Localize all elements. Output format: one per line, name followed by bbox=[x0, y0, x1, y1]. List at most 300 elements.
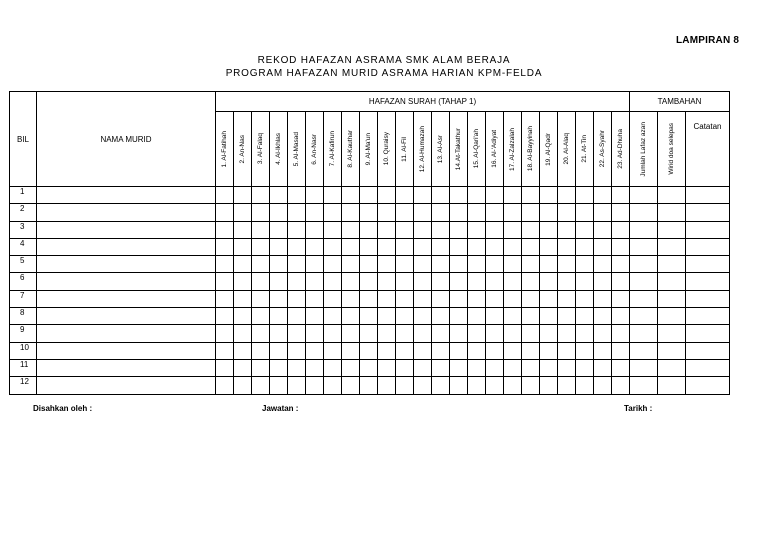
entry-cell[interactable] bbox=[360, 204, 378, 221]
entry-cell[interactable] bbox=[360, 273, 378, 290]
entry-cell[interactable] bbox=[342, 342, 360, 359]
entry-cell[interactable] bbox=[324, 342, 342, 359]
entry-cell[interactable] bbox=[432, 256, 450, 273]
entry-cell[interactable] bbox=[504, 290, 522, 307]
entry-cell[interactable] bbox=[504, 256, 522, 273]
entry-cell[interactable] bbox=[522, 204, 540, 221]
entry-cell[interactable] bbox=[270, 187, 288, 204]
student-name-cell[interactable] bbox=[37, 221, 216, 238]
entry-cell[interactable] bbox=[306, 187, 324, 204]
entry-cell[interactable] bbox=[342, 377, 360, 394]
entry-cell[interactable] bbox=[558, 342, 576, 359]
entry-cell[interactable] bbox=[306, 290, 324, 307]
entry-cell[interactable] bbox=[432, 325, 450, 342]
entry-cell[interactable] bbox=[396, 290, 414, 307]
entry-cell[interactable] bbox=[360, 342, 378, 359]
entry-cell[interactable] bbox=[288, 273, 306, 290]
entry-cell[interactable] bbox=[594, 325, 612, 342]
entry-cell[interactable] bbox=[306, 221, 324, 238]
entry-cell[interactable] bbox=[288, 256, 306, 273]
entry-cell[interactable] bbox=[594, 342, 612, 359]
entry-cell[interactable] bbox=[630, 359, 658, 376]
entry-cell[interactable] bbox=[450, 187, 468, 204]
student-name-cell[interactable] bbox=[37, 187, 216, 204]
entry-cell[interactable] bbox=[396, 377, 414, 394]
entry-cell[interactable] bbox=[468, 359, 486, 376]
entry-cell[interactable] bbox=[540, 325, 558, 342]
entry-cell[interactable] bbox=[216, 290, 234, 307]
entry-cell[interactable] bbox=[396, 238, 414, 255]
entry-cell[interactable] bbox=[468, 256, 486, 273]
entry-cell[interactable] bbox=[468, 273, 486, 290]
entry-cell[interactable] bbox=[360, 308, 378, 325]
entry-cell[interactable] bbox=[522, 238, 540, 255]
entry-cell[interactable] bbox=[630, 256, 658, 273]
entry-cell[interactable] bbox=[558, 359, 576, 376]
entry-cell[interactable] bbox=[450, 359, 468, 376]
entry-cell[interactable] bbox=[468, 187, 486, 204]
entry-cell[interactable] bbox=[686, 342, 730, 359]
entry-cell[interactable] bbox=[686, 238, 730, 255]
entry-cell[interactable] bbox=[594, 204, 612, 221]
entry-cell[interactable] bbox=[288, 290, 306, 307]
entry-cell[interactable] bbox=[576, 359, 594, 376]
entry-cell[interactable] bbox=[540, 377, 558, 394]
entry-cell[interactable] bbox=[360, 359, 378, 376]
entry-cell[interactable] bbox=[234, 377, 252, 394]
entry-cell[interactable] bbox=[576, 308, 594, 325]
entry-cell[interactable] bbox=[288, 308, 306, 325]
entry-cell[interactable] bbox=[216, 308, 234, 325]
entry-cell[interactable] bbox=[522, 342, 540, 359]
entry-cell[interactable] bbox=[522, 377, 540, 394]
entry-cell[interactable] bbox=[252, 238, 270, 255]
student-name-cell[interactable] bbox=[37, 342, 216, 359]
entry-cell[interactable] bbox=[270, 256, 288, 273]
entry-cell[interactable] bbox=[450, 238, 468, 255]
entry-cell[interactable] bbox=[378, 256, 396, 273]
entry-cell[interactable] bbox=[288, 187, 306, 204]
entry-cell[interactable] bbox=[612, 256, 630, 273]
entry-cell[interactable] bbox=[378, 221, 396, 238]
student-name-cell[interactable] bbox=[37, 273, 216, 290]
entry-cell[interactable] bbox=[342, 204, 360, 221]
entry-cell[interactable] bbox=[432, 273, 450, 290]
entry-cell[interactable] bbox=[540, 359, 558, 376]
entry-cell[interactable] bbox=[558, 377, 576, 394]
entry-cell[interactable] bbox=[216, 256, 234, 273]
entry-cell[interactable] bbox=[396, 204, 414, 221]
entry-cell[interactable] bbox=[432, 204, 450, 221]
entry-cell[interactable] bbox=[486, 273, 504, 290]
entry-cell[interactable] bbox=[468, 221, 486, 238]
entry-cell[interactable] bbox=[686, 325, 730, 342]
entry-cell[interactable] bbox=[306, 273, 324, 290]
entry-cell[interactable] bbox=[658, 377, 686, 394]
entry-cell[interactable] bbox=[504, 308, 522, 325]
entry-cell[interactable] bbox=[468, 204, 486, 221]
entry-cell[interactable] bbox=[558, 238, 576, 255]
entry-cell[interactable] bbox=[468, 377, 486, 394]
entry-cell[interactable] bbox=[612, 221, 630, 238]
student-name-cell[interactable] bbox=[37, 238, 216, 255]
entry-cell[interactable] bbox=[306, 359, 324, 376]
entry-cell[interactable] bbox=[612, 342, 630, 359]
entry-cell[interactable] bbox=[270, 377, 288, 394]
entry-cell[interactable] bbox=[234, 342, 252, 359]
entry-cell[interactable] bbox=[612, 273, 630, 290]
entry-cell[interactable] bbox=[234, 187, 252, 204]
entry-cell[interactable] bbox=[396, 308, 414, 325]
entry-cell[interactable] bbox=[234, 325, 252, 342]
entry-cell[interactable] bbox=[378, 325, 396, 342]
entry-cell[interactable] bbox=[658, 273, 686, 290]
entry-cell[interactable] bbox=[414, 187, 432, 204]
entry-cell[interactable] bbox=[450, 273, 468, 290]
entry-cell[interactable] bbox=[414, 256, 432, 273]
entry-cell[interactable] bbox=[540, 204, 558, 221]
entry-cell[interactable] bbox=[576, 290, 594, 307]
entry-cell[interactable] bbox=[270, 204, 288, 221]
entry-cell[interactable] bbox=[468, 342, 486, 359]
entry-cell[interactable] bbox=[342, 359, 360, 376]
entry-cell[interactable] bbox=[594, 359, 612, 376]
entry-cell[interactable] bbox=[324, 377, 342, 394]
entry-cell[interactable] bbox=[450, 377, 468, 394]
entry-cell[interactable] bbox=[630, 273, 658, 290]
entry-cell[interactable] bbox=[324, 325, 342, 342]
entry-cell[interactable] bbox=[270, 359, 288, 376]
entry-cell[interactable] bbox=[396, 256, 414, 273]
entry-cell[interactable] bbox=[234, 308, 252, 325]
entry-cell[interactable] bbox=[612, 187, 630, 204]
entry-cell[interactable] bbox=[396, 342, 414, 359]
entry-cell[interactable] bbox=[306, 204, 324, 221]
entry-cell[interactable] bbox=[486, 308, 504, 325]
entry-cell[interactable] bbox=[432, 221, 450, 238]
entry-cell[interactable] bbox=[414, 359, 432, 376]
entry-cell[interactable] bbox=[234, 204, 252, 221]
entry-cell[interactable] bbox=[324, 273, 342, 290]
entry-cell[interactable] bbox=[576, 325, 594, 342]
entry-cell[interactable] bbox=[306, 377, 324, 394]
entry-cell[interactable] bbox=[594, 187, 612, 204]
entry-cell[interactable] bbox=[432, 290, 450, 307]
entry-cell[interactable] bbox=[658, 290, 686, 307]
entry-cell[interactable] bbox=[342, 290, 360, 307]
entry-cell[interactable] bbox=[288, 221, 306, 238]
entry-cell[interactable] bbox=[658, 325, 686, 342]
entry-cell[interactable] bbox=[686, 359, 730, 376]
entry-cell[interactable] bbox=[540, 187, 558, 204]
entry-cell[interactable] bbox=[288, 325, 306, 342]
entry-cell[interactable] bbox=[450, 204, 468, 221]
entry-cell[interactable] bbox=[378, 342, 396, 359]
entry-cell[interactable] bbox=[450, 256, 468, 273]
entry-cell[interactable] bbox=[658, 204, 686, 221]
entry-cell[interactable] bbox=[324, 204, 342, 221]
entry-cell[interactable] bbox=[234, 238, 252, 255]
entry-cell[interactable] bbox=[324, 238, 342, 255]
entry-cell[interactable] bbox=[504, 221, 522, 238]
entry-cell[interactable] bbox=[342, 238, 360, 255]
entry-cell[interactable] bbox=[558, 290, 576, 307]
entry-cell[interactable] bbox=[686, 308, 730, 325]
entry-cell[interactable] bbox=[468, 290, 486, 307]
entry-cell[interactable] bbox=[378, 290, 396, 307]
entry-cell[interactable] bbox=[468, 325, 486, 342]
entry-cell[interactable] bbox=[540, 290, 558, 307]
entry-cell[interactable] bbox=[612, 290, 630, 307]
entry-cell[interactable] bbox=[234, 273, 252, 290]
entry-cell[interactable] bbox=[576, 273, 594, 290]
entry-cell[interactable] bbox=[450, 308, 468, 325]
entry-cell[interactable] bbox=[216, 221, 234, 238]
student-name-cell[interactable] bbox=[37, 290, 216, 307]
entry-cell[interactable] bbox=[216, 187, 234, 204]
entry-cell[interactable] bbox=[360, 221, 378, 238]
entry-cell[interactable] bbox=[594, 238, 612, 255]
entry-cell[interactable] bbox=[504, 204, 522, 221]
entry-cell[interactable] bbox=[450, 290, 468, 307]
entry-cell[interactable] bbox=[486, 290, 504, 307]
entry-cell[interactable] bbox=[630, 187, 658, 204]
entry-cell[interactable] bbox=[558, 187, 576, 204]
entry-cell[interactable] bbox=[378, 238, 396, 255]
entry-cell[interactable] bbox=[360, 377, 378, 394]
entry-cell[interactable] bbox=[252, 221, 270, 238]
entry-cell[interactable] bbox=[270, 273, 288, 290]
entry-cell[interactable] bbox=[504, 273, 522, 290]
entry-cell[interactable] bbox=[288, 342, 306, 359]
entry-cell[interactable] bbox=[324, 256, 342, 273]
entry-cell[interactable] bbox=[686, 290, 730, 307]
entry-cell[interactable] bbox=[576, 221, 594, 238]
entry-cell[interactable] bbox=[360, 290, 378, 307]
entry-cell[interactable] bbox=[630, 238, 658, 255]
entry-cell[interactable] bbox=[522, 325, 540, 342]
entry-cell[interactable] bbox=[324, 308, 342, 325]
entry-cell[interactable] bbox=[504, 359, 522, 376]
entry-cell[interactable] bbox=[686, 256, 730, 273]
entry-cell[interactable] bbox=[432, 377, 450, 394]
entry-cell[interactable] bbox=[234, 359, 252, 376]
entry-cell[interactable] bbox=[686, 204, 730, 221]
entry-cell[interactable] bbox=[216, 273, 234, 290]
entry-cell[interactable] bbox=[630, 325, 658, 342]
entry-cell[interactable] bbox=[270, 325, 288, 342]
entry-cell[interactable] bbox=[522, 273, 540, 290]
entry-cell[interactable] bbox=[576, 342, 594, 359]
entry-cell[interactable] bbox=[486, 221, 504, 238]
entry-cell[interactable] bbox=[576, 187, 594, 204]
entry-cell[interactable] bbox=[252, 359, 270, 376]
entry-cell[interactable] bbox=[324, 221, 342, 238]
entry-cell[interactable] bbox=[612, 308, 630, 325]
entry-cell[interactable] bbox=[342, 273, 360, 290]
entry-cell[interactable] bbox=[360, 256, 378, 273]
entry-cell[interactable] bbox=[306, 308, 324, 325]
entry-cell[interactable] bbox=[216, 342, 234, 359]
entry-cell[interactable] bbox=[630, 308, 658, 325]
entry-cell[interactable] bbox=[270, 290, 288, 307]
entry-cell[interactable] bbox=[686, 273, 730, 290]
entry-cell[interactable] bbox=[270, 221, 288, 238]
entry-cell[interactable] bbox=[252, 377, 270, 394]
entry-cell[interactable] bbox=[342, 308, 360, 325]
entry-cell[interactable] bbox=[306, 325, 324, 342]
entry-cell[interactable] bbox=[288, 359, 306, 376]
entry-cell[interactable] bbox=[306, 342, 324, 359]
entry-cell[interactable] bbox=[522, 256, 540, 273]
entry-cell[interactable] bbox=[612, 377, 630, 394]
entry-cell[interactable] bbox=[378, 308, 396, 325]
entry-cell[interactable] bbox=[576, 377, 594, 394]
entry-cell[interactable] bbox=[522, 290, 540, 307]
entry-cell[interactable] bbox=[686, 377, 730, 394]
entry-cell[interactable] bbox=[414, 325, 432, 342]
entry-cell[interactable] bbox=[504, 325, 522, 342]
entry-cell[interactable] bbox=[432, 342, 450, 359]
entry-cell[interactable] bbox=[234, 221, 252, 238]
entry-cell[interactable] bbox=[306, 256, 324, 273]
entry-cell[interactable] bbox=[216, 238, 234, 255]
entry-cell[interactable] bbox=[686, 221, 730, 238]
entry-cell[interactable] bbox=[486, 238, 504, 255]
entry-cell[interactable] bbox=[252, 273, 270, 290]
entry-cell[interactable] bbox=[234, 290, 252, 307]
entry-cell[interactable] bbox=[504, 238, 522, 255]
entry-cell[interactable] bbox=[630, 221, 658, 238]
entry-cell[interactable] bbox=[576, 238, 594, 255]
entry-cell[interactable] bbox=[558, 273, 576, 290]
entry-cell[interactable] bbox=[522, 359, 540, 376]
student-name-cell[interactable] bbox=[37, 204, 216, 221]
entry-cell[interactable] bbox=[324, 187, 342, 204]
entry-cell[interactable] bbox=[612, 325, 630, 342]
entry-cell[interactable] bbox=[522, 308, 540, 325]
student-name-cell[interactable] bbox=[37, 377, 216, 394]
entry-cell[interactable] bbox=[630, 290, 658, 307]
entry-cell[interactable] bbox=[612, 204, 630, 221]
entry-cell[interactable] bbox=[450, 221, 468, 238]
entry-cell[interactable] bbox=[396, 273, 414, 290]
entry-cell[interactable] bbox=[540, 308, 558, 325]
entry-cell[interactable] bbox=[288, 238, 306, 255]
entry-cell[interactable] bbox=[576, 204, 594, 221]
entry-cell[interactable] bbox=[396, 221, 414, 238]
entry-cell[interactable] bbox=[414, 204, 432, 221]
entry-cell[interactable] bbox=[504, 342, 522, 359]
entry-cell[interactable] bbox=[216, 325, 234, 342]
entry-cell[interactable] bbox=[522, 187, 540, 204]
entry-cell[interactable] bbox=[342, 325, 360, 342]
entry-cell[interactable] bbox=[252, 256, 270, 273]
entry-cell[interactable] bbox=[342, 221, 360, 238]
entry-cell[interactable] bbox=[468, 238, 486, 255]
entry-cell[interactable] bbox=[378, 359, 396, 376]
entry-cell[interactable] bbox=[324, 290, 342, 307]
entry-cell[interactable] bbox=[630, 377, 658, 394]
entry-cell[interactable] bbox=[522, 221, 540, 238]
entry-cell[interactable] bbox=[594, 221, 612, 238]
entry-cell[interactable] bbox=[450, 325, 468, 342]
entry-cell[interactable] bbox=[558, 308, 576, 325]
entry-cell[interactable] bbox=[576, 256, 594, 273]
entry-cell[interactable] bbox=[270, 342, 288, 359]
entry-cell[interactable] bbox=[540, 256, 558, 273]
entry-cell[interactable] bbox=[414, 221, 432, 238]
entry-cell[interactable] bbox=[360, 325, 378, 342]
entry-cell[interactable] bbox=[378, 204, 396, 221]
entry-cell[interactable] bbox=[504, 187, 522, 204]
entry-cell[interactable] bbox=[486, 256, 504, 273]
entry-cell[interactable] bbox=[468, 308, 486, 325]
entry-cell[interactable] bbox=[432, 187, 450, 204]
entry-cell[interactable] bbox=[252, 325, 270, 342]
entry-cell[interactable] bbox=[658, 221, 686, 238]
entry-cell[interactable] bbox=[396, 359, 414, 376]
entry-cell[interactable] bbox=[432, 308, 450, 325]
entry-cell[interactable] bbox=[360, 238, 378, 255]
entry-cell[interactable] bbox=[486, 325, 504, 342]
entry-cell[interactable] bbox=[234, 256, 252, 273]
entry-cell[interactable] bbox=[486, 377, 504, 394]
entry-cell[interactable] bbox=[288, 204, 306, 221]
entry-cell[interactable] bbox=[630, 204, 658, 221]
entry-cell[interactable] bbox=[414, 273, 432, 290]
entry-cell[interactable] bbox=[558, 204, 576, 221]
entry-cell[interactable] bbox=[486, 342, 504, 359]
entry-cell[interactable] bbox=[216, 359, 234, 376]
entry-cell[interactable] bbox=[414, 290, 432, 307]
entry-cell[interactable] bbox=[432, 359, 450, 376]
entry-cell[interactable] bbox=[558, 221, 576, 238]
entry-cell[interactable] bbox=[306, 238, 324, 255]
entry-cell[interactable] bbox=[288, 377, 306, 394]
entry-cell[interactable] bbox=[414, 377, 432, 394]
entry-cell[interactable] bbox=[324, 359, 342, 376]
student-name-cell[interactable] bbox=[37, 325, 216, 342]
entry-cell[interactable] bbox=[360, 187, 378, 204]
entry-cell[interactable] bbox=[396, 325, 414, 342]
entry-cell[interactable] bbox=[630, 342, 658, 359]
entry-cell[interactable] bbox=[540, 342, 558, 359]
entry-cell[interactable] bbox=[432, 238, 450, 255]
entry-cell[interactable] bbox=[540, 238, 558, 255]
student-name-cell[interactable] bbox=[37, 359, 216, 376]
entry-cell[interactable] bbox=[252, 342, 270, 359]
entry-cell[interactable] bbox=[378, 273, 396, 290]
entry-cell[interactable] bbox=[486, 359, 504, 376]
entry-cell[interactable] bbox=[594, 290, 612, 307]
entry-cell[interactable] bbox=[594, 308, 612, 325]
student-name-cell[interactable] bbox=[37, 308, 216, 325]
entry-cell[interactable] bbox=[252, 187, 270, 204]
entry-cell[interactable] bbox=[252, 308, 270, 325]
entry-cell[interactable] bbox=[504, 377, 522, 394]
entry-cell[interactable] bbox=[558, 256, 576, 273]
entry-cell[interactable] bbox=[396, 187, 414, 204]
entry-cell[interactable] bbox=[658, 342, 686, 359]
entry-cell[interactable] bbox=[540, 273, 558, 290]
entry-cell[interactable] bbox=[270, 308, 288, 325]
entry-cell[interactable] bbox=[558, 325, 576, 342]
entry-cell[interactable] bbox=[658, 359, 686, 376]
student-name-cell[interactable] bbox=[37, 256, 216, 273]
entry-cell[interactable] bbox=[270, 238, 288, 255]
entry-cell[interactable] bbox=[686, 187, 730, 204]
